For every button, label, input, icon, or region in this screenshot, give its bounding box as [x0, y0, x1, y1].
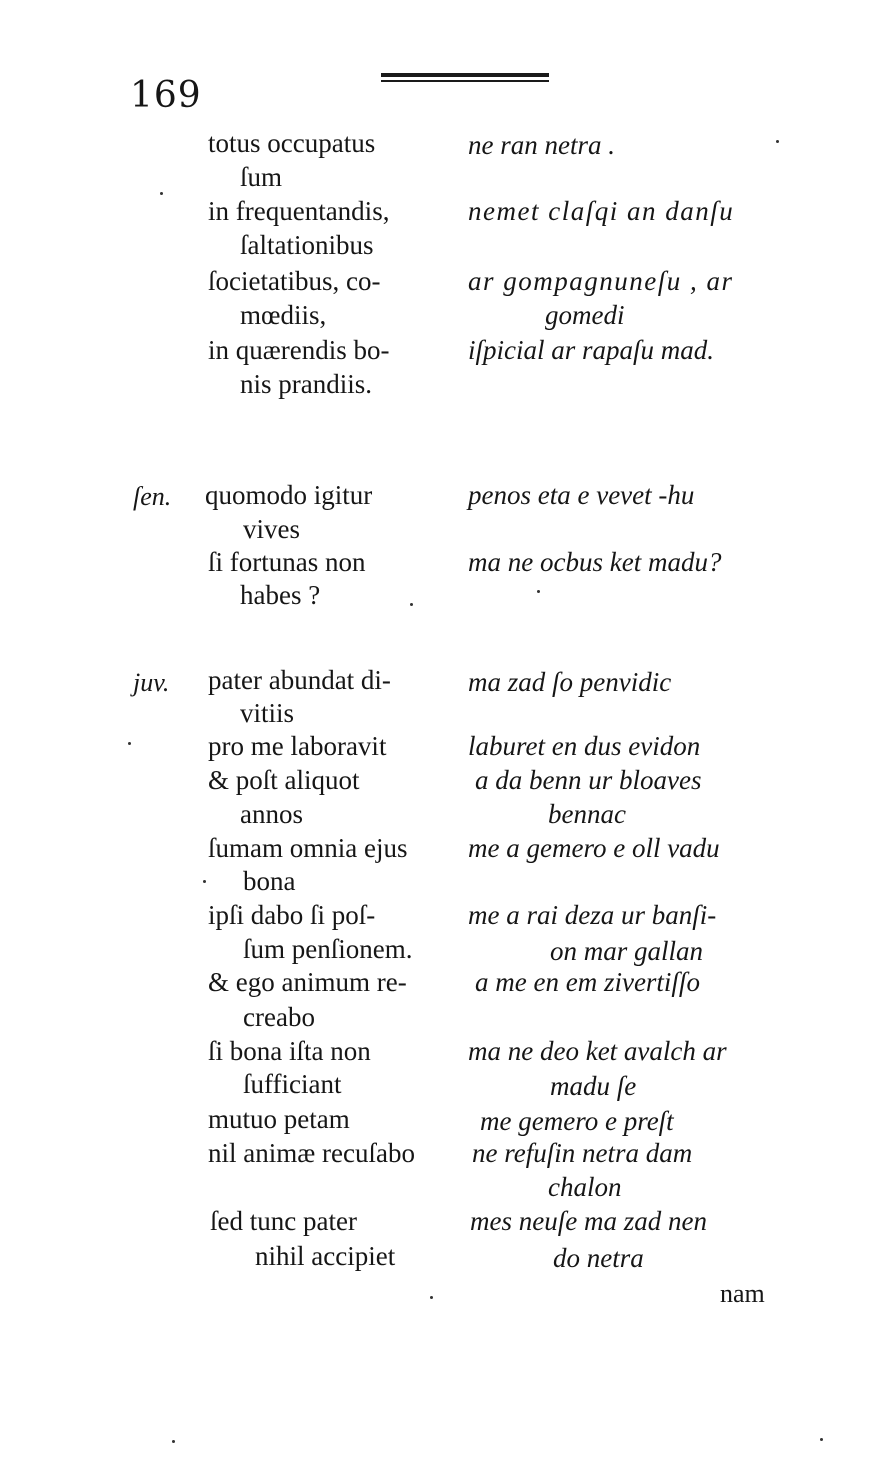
latin-line: ſumam omnia ejus: [208, 833, 408, 863]
header-rule-bottom: [381, 80, 549, 82]
breton-line: laburet en dus evidon: [468, 731, 701, 761]
scan-speck: [128, 742, 131, 745]
latin-line: ſocietatibus, co-: [208, 266, 381, 296]
breton-line: ma ne ocbus ket madu?: [468, 547, 722, 577]
breton-line: nemet claſqi an danſu: [468, 196, 735, 226]
latin-line: & poſt aliquot: [208, 765, 360, 795]
breton-line: iſpicial ar rapaſu mad.: [468, 335, 715, 365]
scan-speck: [172, 1440, 175, 1443]
breton-line: a da benn ur bloaves: [475, 765, 702, 795]
latin-line: ſum: [240, 162, 283, 192]
latin-line: pro me laboravit: [208, 731, 387, 761]
breton-line: ma ne deo ket avalch ar: [468, 1036, 727, 1066]
latin-line: mutuo petam: [208, 1104, 350, 1134]
latin-line: in frequentandis,: [208, 196, 390, 226]
latin-line: ipſi dabo ſi poſ-: [208, 900, 376, 930]
latin-line: nihil accipiet: [255, 1241, 396, 1271]
breton-line: mes neuſe ma zad nen: [470, 1206, 707, 1236]
speaker-label: ſen.: [133, 482, 172, 511]
breton-line: ma zad ſo penvidic: [468, 667, 672, 697]
breton-line: gomedi: [545, 300, 625, 330]
latin-line: nis prandiis.: [240, 369, 372, 399]
latin-line: creabo: [243, 1002, 315, 1032]
latin-line: in quærendis bo-: [208, 335, 390, 365]
latin-line: ſi bona iſta non: [208, 1036, 371, 1066]
breton-line: chalon: [548, 1172, 622, 1202]
latin-line: ſaltationibus: [240, 230, 374, 260]
breton-line: me a rai deza ur banſi-: [468, 900, 717, 930]
scan-speck: [160, 192, 163, 195]
breton-line: me gemero e preſt: [480, 1106, 674, 1136]
latin-line: pater abundat di-: [208, 665, 391, 695]
latin-line: vives: [243, 514, 300, 544]
scan-speck: [203, 880, 206, 883]
latin-line: habes ?: [240, 580, 321, 610]
catchword: nam: [720, 1279, 765, 1308]
breton-line: me a gemero e oll vadu: [468, 833, 720, 863]
page-number: 169: [130, 75, 202, 116]
latin-line: ſufficiant: [243, 1069, 342, 1099]
latin-line: vitiis: [240, 698, 295, 728]
breton-line: penos eta e vevet -hu: [468, 480, 695, 510]
breton-line: a me en em zivertiſſo: [475, 967, 700, 997]
latin-line: mœdiis,: [240, 300, 327, 330]
scan-speck: [776, 140, 779, 143]
latin-line: totus occupatus: [208, 128, 376, 158]
latin-line: & ego animum re-: [208, 967, 407, 997]
latin-line: ſi fortunas non: [208, 547, 366, 577]
latin-line: bona: [243, 866, 296, 896]
breton-line: bennac: [548, 799, 626, 829]
latin-line: annos: [240, 799, 303, 829]
breton-line: do netra: [553, 1243, 644, 1273]
header-rule-top: [381, 73, 549, 77]
breton-line: ne ran netra .: [468, 130, 615, 160]
latin-line: quomodo igitur: [205, 480, 373, 510]
latin-line: ſum penſionem.: [243, 934, 413, 964]
breton-line: on mar gallan: [550, 936, 704, 966]
scan-speck: [430, 1296, 433, 1299]
scan-speck: [410, 603, 413, 606]
scan-speck: [820, 1438, 823, 1441]
latin-line: nil animæ recuſabo: [208, 1138, 415, 1168]
scan-speck: [537, 590, 540, 593]
latin-line: ſed tunc pater: [210, 1206, 357, 1236]
breton-line: ar gompagnuneſu , ar: [468, 266, 734, 296]
breton-line: ne refuſin netra dam: [472, 1138, 693, 1168]
breton-line: madu ſe: [550, 1071, 637, 1101]
speaker-label: juv.: [133, 668, 170, 697]
